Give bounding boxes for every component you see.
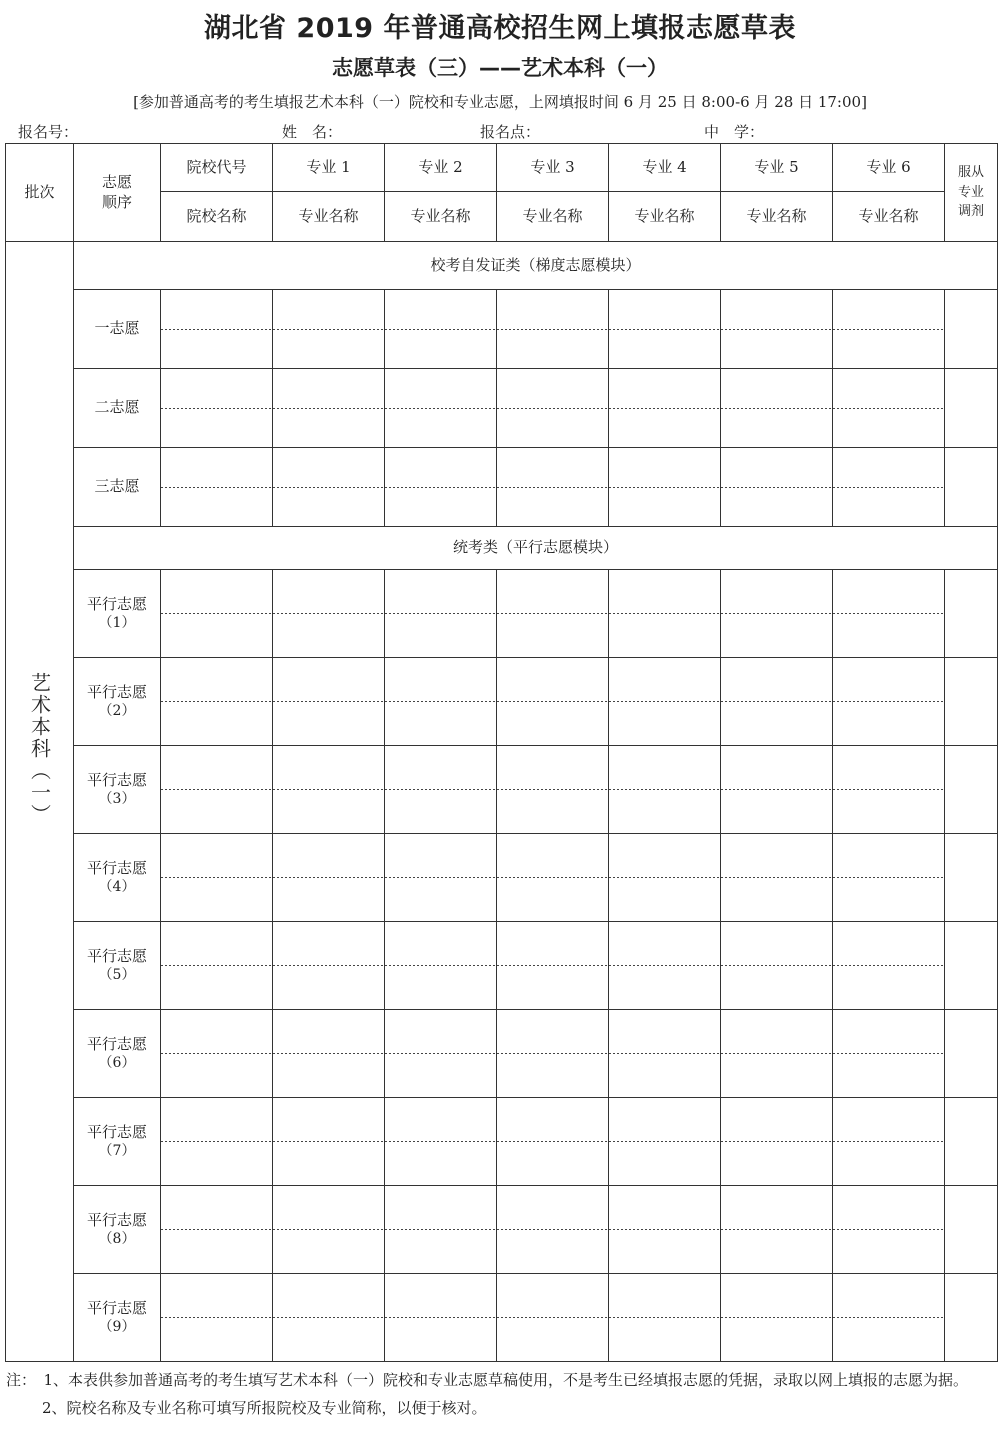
- major-3-entry-cell[interactable]: [497, 290, 609, 369]
- school-entry-cell[interactable]: [161, 746, 273, 834]
- parallel-choice-number: （6）: [98, 1055, 136, 1072]
- notes: [6, 1366, 996, 1422]
- parallel-choice-label: [74, 1186, 161, 1274]
- parallel-choice-text: 平行志愿: [86, 1210, 147, 1229]
- major-6-entry-cell[interactable]: [833, 1186, 945, 1274]
- major-3-entry-cell[interactable]: [497, 922, 609, 1010]
- module-1-row: [6, 242, 998, 290]
- major-5-entry-cell[interactable]: [721, 834, 833, 922]
- major-2-header: 专业 2: [385, 144, 497, 192]
- major-5-entry-cell[interactable]: [721, 290, 833, 369]
- major-5-entry-cell[interactable]: [721, 369, 833, 448]
- parallel-choice-row: [6, 746, 998, 834]
- reg-site-label: 报名点：: [480, 123, 541, 141]
- parallel-choice-number: （9）: [98, 1319, 136, 1336]
- module-1-title: 校考自发证类（梯度志愿模块）: [74, 242, 998, 290]
- school-entry-cell[interactable]: [161, 1098, 273, 1186]
- adjust-entry-cell[interactable]: [945, 1274, 998, 1362]
- major-2-entry-cell[interactable]: [385, 1010, 497, 1098]
- major-3-header: 专业 3: [497, 144, 609, 192]
- gradient-choice-label: 二志愿: [74, 369, 161, 448]
- school-entry-cell[interactable]: [161, 1010, 273, 1098]
- major-2-entry-cell[interactable]: [385, 1098, 497, 1186]
- major-2-entry-cell[interactable]: [385, 290, 497, 369]
- school-label: 中 学：: [704, 123, 765, 141]
- parallel-choice-row: [6, 570, 998, 658]
- major-6-entry-cell[interactable]: [833, 570, 945, 658]
- major-4-entry-cell[interactable]: [609, 1098, 721, 1186]
- major-5-entry-cell[interactable]: [721, 1010, 833, 1098]
- parallel-choice-text: 平行志愿: [86, 770, 147, 789]
- major-name-header: 专业名称: [609, 192, 721, 242]
- adjust-entry-cell[interactable]: [945, 369, 998, 448]
- school-entry-cell[interactable]: [161, 448, 273, 527]
- parallel-choice-text: 平行志愿: [86, 1122, 147, 1141]
- adjust-entry-cell[interactable]: [945, 570, 998, 658]
- school-entry-cell[interactable]: [161, 658, 273, 746]
- major-3-entry-cell[interactable]: [497, 746, 609, 834]
- gradient-choice-row: [6, 290, 998, 369]
- parallel-choice-label: [74, 1010, 161, 1098]
- major-5-header: 专业 5: [721, 144, 833, 192]
- order-header: [74, 144, 161, 242]
- major-4-entry-cell[interactable]: [609, 1186, 721, 1274]
- parallel-choice-label: [74, 658, 161, 746]
- major-name-header: 专业名称: [721, 192, 833, 242]
- major-4-entry-cell[interactable]: [609, 290, 721, 369]
- major-3-entry-cell[interactable]: [497, 1186, 609, 1274]
- major-3-entry-cell[interactable]: [497, 448, 609, 527]
- major-4-entry-cell[interactable]: [609, 922, 721, 1010]
- major-4-header: 专业 4: [609, 144, 721, 192]
- major-6-entry-cell[interactable]: [833, 1274, 945, 1362]
- adjust-entry-cell[interactable]: [945, 448, 998, 527]
- module-2-title: 统考类（平行志愿模块）: [74, 527, 998, 570]
- school-entry-cell[interactable]: [161, 290, 273, 369]
- parallel-choice-text: 平行志愿: [86, 1034, 147, 1053]
- adjust-header-text: 服从专业调剂: [957, 165, 984, 220]
- batch-cell: [6, 242, 74, 1362]
- major-4-entry-cell[interactable]: [609, 1274, 721, 1362]
- major-1-entry-cell[interactable]: [273, 448, 385, 527]
- school-entry-cell[interactable]: [161, 834, 273, 922]
- major-4-entry-cell[interactable]: [609, 658, 721, 746]
- major-2-entry-cell[interactable]: [385, 922, 497, 1010]
- parallel-choice-number: （3）: [98, 791, 136, 808]
- major-2-entry-cell[interactable]: [385, 658, 497, 746]
- major-6-entry-cell[interactable]: [833, 834, 945, 922]
- major-5-entry-cell[interactable]: [721, 570, 833, 658]
- school-entry-cell[interactable]: [161, 369, 273, 448]
- parallel-choice-label: [74, 1098, 161, 1186]
- school-entry-cell[interactable]: [161, 570, 273, 658]
- parallel-choice-row: [6, 1010, 998, 1098]
- header-row-1: [6, 144, 998, 192]
- major-2-entry-cell[interactable]: [385, 1186, 497, 1274]
- major-1-entry-cell[interactable]: [273, 834, 385, 922]
- major-4-entry-cell[interactable]: [609, 746, 721, 834]
- parallel-choice-row: [6, 1274, 998, 1362]
- name-label: 姓 名：: [282, 123, 343, 141]
- parallel-choice-number: （1）: [98, 615, 136, 632]
- major-1-header: 专业 1: [273, 144, 385, 192]
- fill-time-notice: [参加普通高考的考生填报艺术本科（一）院校和专业志愿，上网填报时间 6 月 25 日 8:00-6 月 28 日 17:00]: [133, 93, 867, 111]
- major-6-entry-cell[interactable]: [833, 1098, 945, 1186]
- major-3-entry-cell[interactable]: [497, 570, 609, 658]
- major-5-entry-cell[interactable]: [721, 1274, 833, 1362]
- reg-no-label: 报名号：: [18, 123, 79, 141]
- adjust-header: [945, 144, 998, 242]
- major-4-entry-cell[interactable]: [609, 1010, 721, 1098]
- parallel-choice-row: [6, 658, 998, 746]
- school-entry-cell[interactable]: [161, 922, 273, 1010]
- major-name-header: 专业名称: [273, 192, 385, 242]
- parallel-choice-text: 平行志愿: [86, 682, 147, 701]
- major-2-entry-cell[interactable]: [385, 448, 497, 527]
- major-6-entry-cell[interactable]: [833, 369, 945, 448]
- major-5-entry-cell[interactable]: [721, 922, 833, 1010]
- note-2: 2、院校名称及专业名称可填写所报院校及专业简称，以便于核对。: [42, 1399, 487, 1417]
- major-5-entry-cell[interactable]: [721, 448, 833, 527]
- parallel-choice-number: （5）: [98, 967, 136, 984]
- major-6-entry-cell[interactable]: [833, 658, 945, 746]
- major-4-entry-cell[interactable]: [609, 369, 721, 448]
- major-2-entry-cell[interactable]: [385, 746, 497, 834]
- note-1: 注： 1、本表供参加普通高考的考生填写艺术本科（一）院校和专业志愿草稿使用，不是考生已经填报志愿的凭据，录取以网上填报的志愿为据。: [6, 1371, 969, 1389]
- major-1-entry-cell[interactable]: [273, 1010, 385, 1098]
- major-5-entry-cell[interactable]: [721, 658, 833, 746]
- parallel-choice-row: [6, 1098, 998, 1186]
- major-1-entry-cell[interactable]: [273, 369, 385, 448]
- major-5-entry-cell[interactable]: [721, 1098, 833, 1186]
- major-name-header: 专业名称: [833, 192, 945, 242]
- adjust-entry-cell[interactable]: [945, 1010, 998, 1098]
- major-2-entry-cell[interactable]: [385, 369, 497, 448]
- major-6-entry-cell[interactable]: [833, 922, 945, 1010]
- major-4-entry-cell[interactable]: [609, 834, 721, 922]
- form-title: 湖北省 2019 年普通高校招生网上填报志愿草表: [204, 13, 796, 44]
- batch-label: 艺术本科（一）: [27, 672, 52, 826]
- major-name-header: 专业名称: [385, 192, 497, 242]
- major-4-entry-cell[interactable]: [609, 570, 721, 658]
- major-5-entry-cell[interactable]: [721, 746, 833, 834]
- parallel-choice-label: [74, 1274, 161, 1362]
- major-6-entry-cell[interactable]: [833, 290, 945, 369]
- major-name-header: 专业名称: [497, 192, 609, 242]
- parallel-choice-number: （2）: [98, 703, 136, 720]
- major-6-entry-cell[interactable]: [833, 1010, 945, 1098]
- parallel-choice-text: 平行志愿: [86, 858, 147, 877]
- parallel-choice-label: [74, 834, 161, 922]
- major-3-entry-cell[interactable]: [497, 369, 609, 448]
- adjust-entry-cell[interactable]: [945, 290, 998, 369]
- parallel-choice-number: （7）: [98, 1143, 136, 1160]
- major-1-entry-cell[interactable]: [273, 1186, 385, 1274]
- major-4-entry-cell[interactable]: [609, 448, 721, 527]
- major-2-entry-cell[interactable]: [385, 1274, 497, 1362]
- parallel-choice-label: [74, 570, 161, 658]
- major-1-entry-cell[interactable]: [273, 1274, 385, 1362]
- gradient-choice-row: [6, 448, 998, 527]
- school-entry-cell[interactable]: [161, 1274, 273, 1362]
- major-2-entry-cell[interactable]: [385, 834, 497, 922]
- major-3-entry-cell[interactable]: [497, 1010, 609, 1098]
- major-6-entry-cell[interactable]: [833, 448, 945, 527]
- major-1-entry-cell[interactable]: [273, 746, 385, 834]
- order-header-text: 志愿顺序: [101, 173, 132, 211]
- major-1-entry-cell[interactable]: [273, 922, 385, 1010]
- adjust-entry-cell[interactable]: [945, 834, 998, 922]
- parallel-choice-text: 平行志愿: [86, 594, 147, 613]
- gradient-choice-label: 一志愿: [74, 290, 161, 369]
- batch-header: 批次: [6, 144, 74, 242]
- adjust-entry-cell[interactable]: [945, 746, 998, 834]
- form-subtitle: 志愿草表（三）——艺术本科（一）: [332, 56, 668, 80]
- gradient-choice-label: 三志愿: [74, 448, 161, 527]
- parallel-choice-number: （4）: [98, 879, 136, 896]
- parallel-choice-text: 平行志愿: [86, 1298, 147, 1317]
- major-1-entry-cell[interactable]: [273, 290, 385, 369]
- module-2-row: [6, 527, 998, 570]
- major-1-entry-cell[interactable]: [273, 570, 385, 658]
- adjust-entry-cell[interactable]: [945, 1186, 998, 1274]
- gradient-choice-row: [6, 369, 998, 448]
- major-3-entry-cell[interactable]: [497, 658, 609, 746]
- parallel-choice-text: 平行志愿: [86, 946, 147, 965]
- major-3-entry-cell[interactable]: [497, 1274, 609, 1362]
- major-6-entry-cell[interactable]: [833, 746, 945, 834]
- school-name-header: 院校名称: [161, 192, 273, 242]
- adjust-entry-cell[interactable]: [945, 922, 998, 1010]
- major-1-entry-cell[interactable]: [273, 1098, 385, 1186]
- school-entry-cell[interactable]: [161, 1186, 273, 1274]
- major-5-entry-cell[interactable]: [721, 1186, 833, 1274]
- major-6-header: 专业 6: [833, 144, 945, 192]
- parallel-choice-row: [6, 922, 998, 1010]
- major-3-entry-cell[interactable]: [497, 1098, 609, 1186]
- parallel-choice-row: [6, 834, 998, 922]
- parallel-choice-number: （8）: [98, 1231, 136, 1248]
- school-code-header: 院校代号: [161, 144, 273, 192]
- adjust-entry-cell[interactable]: [945, 1098, 998, 1186]
- adjust-entry-cell[interactable]: [945, 658, 998, 746]
- parallel-choice-label: [74, 922, 161, 1010]
- parallel-choice-row: [6, 1186, 998, 1274]
- choice-table: [5, 143, 998, 1362]
- parallel-choice-label: [74, 746, 161, 834]
- major-1-entry-cell[interactable]: [273, 658, 385, 746]
- major-3-entry-cell[interactable]: [497, 834, 609, 922]
- major-2-entry-cell[interactable]: [385, 570, 497, 658]
